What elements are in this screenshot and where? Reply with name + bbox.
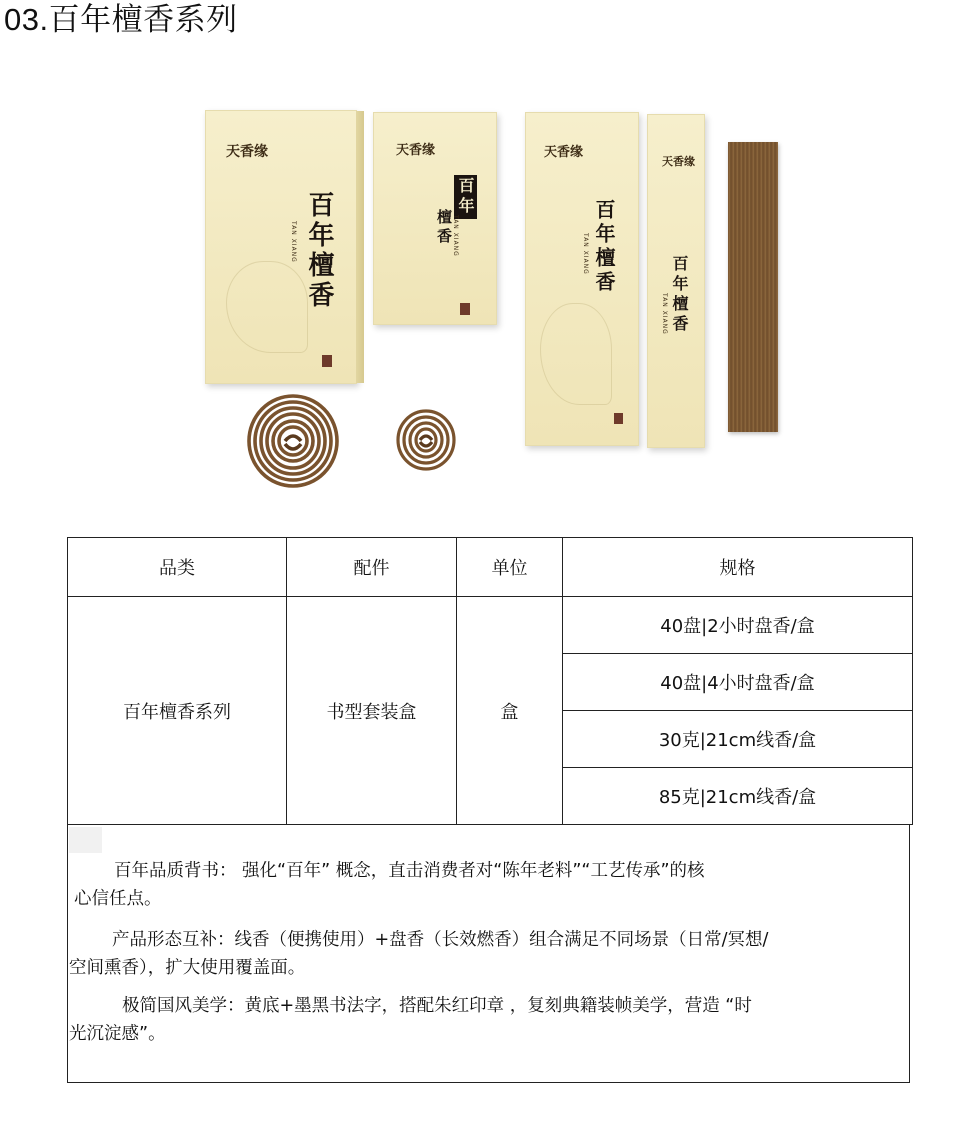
box-title: 百年檀香 (304, 191, 334, 311)
table-row (68, 597, 913, 654)
cell-accessory: 书型套装盒 (287, 597, 457, 825)
cell-unit: 盒 (457, 597, 563, 825)
notes-box (67, 825, 910, 1083)
box-title-line1: 百年 (456, 177, 475, 217)
incense-sticks-icon (728, 142, 778, 432)
product-photo (195, 100, 795, 500)
header-unit: 单位 (457, 538, 563, 597)
brand-logo: 天香缘 (662, 155, 695, 168)
box-romanization: TAN XIANG (661, 293, 668, 335)
cell-spec: 40盘|2小时盘香/盒 (563, 597, 913, 654)
tall-box-left (525, 112, 639, 446)
box-title-line2: 檀香 (435, 209, 453, 247)
spec-table (67, 537, 913, 825)
cell-spec: 85克|21cm线香/盒 (563, 768, 913, 825)
cell-spec: 40盘|4小时盘香/盒 (563, 654, 913, 711)
cell-spec: 30克|21cm线香/盒 (563, 711, 913, 768)
incense-coil-small-icon (395, 408, 457, 472)
note-aesthetics: 极简国风美学：黄底+墨黑书法字，搭配朱红印章 ，复刻典籍装帧美学，营造 “时 (122, 996, 752, 1016)
red-seal-icon (460, 303, 470, 315)
brand-logo: 天香缘 (226, 144, 268, 160)
box-romanization: TAN XIANG (452, 215, 459, 257)
tall-box-narrow (647, 114, 705, 448)
incense-coil-large-icon (245, 392, 341, 490)
book-box-large (205, 110, 357, 384)
note-quality: 百年品质背书： 强化“百年” 概念，直击消费者对“陈年老料”“工艺传承”的核 (114, 861, 705, 881)
box-title: 百年檀香 (670, 255, 689, 335)
header-accessory: 配件 (287, 538, 457, 597)
emboss-pattern-icon (226, 261, 308, 353)
box-title: 百年檀香 (592, 199, 616, 295)
header-spec: 规格 (563, 538, 913, 597)
note-forms-cont: 空间熏香），扩大使用覆盖面。 (69, 958, 306, 978)
emboss-pattern-icon (540, 303, 612, 405)
note-aesthetics-cont: 光沉淀感”。 (69, 1024, 166, 1044)
table-header-row (68, 538, 913, 597)
page-title: 03.百年檀香系列 (4, 2, 238, 37)
header-category: 品类 (68, 538, 287, 597)
box-romanization: TAN XIANG (290, 221, 297, 263)
red-seal-icon (322, 355, 332, 367)
note-forms: 产品形态互补：线香（便携使用）+盘香（长效燃香）组合满足不同场景（日常/冥想/ (112, 930, 769, 950)
brand-logo: 天香缘 (396, 143, 436, 158)
cell-marker (69, 827, 102, 853)
cell-category: 百年檀香系列 (68, 597, 287, 825)
note-quality-cont: 心信任点。 (74, 889, 162, 909)
red-seal-icon (614, 413, 623, 424)
brand-logo: 天香缘 (544, 145, 584, 160)
box-romanization: TAN XIANG (582, 233, 589, 275)
book-box-small (373, 112, 497, 325)
